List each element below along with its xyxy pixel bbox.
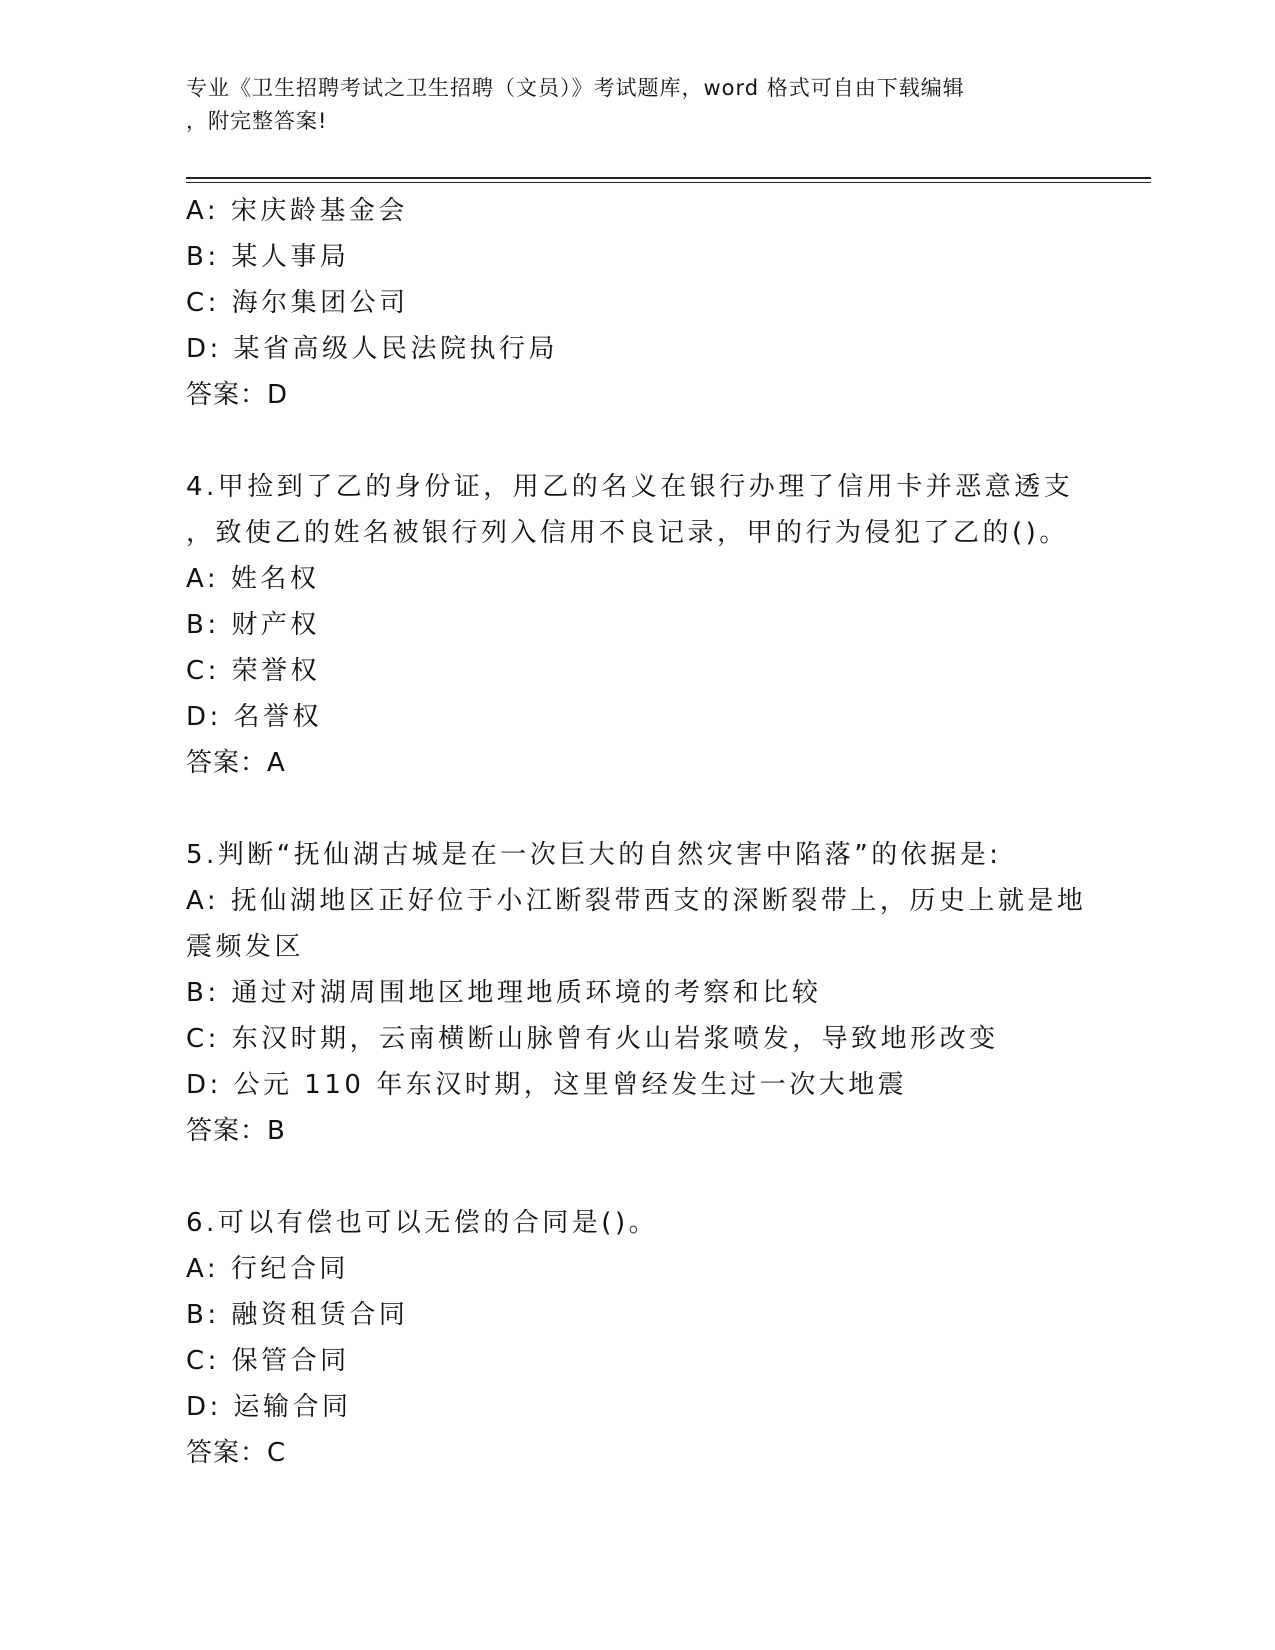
question-5-block: [186, 832, 1106, 1154]
option-c: C: 荣誉权: [186, 656, 321, 686]
option-a: A: 姓名权: [186, 564, 320, 594]
document-header: [186, 72, 1066, 138]
option-d: D: 某省高级人民法院执行局: [186, 334, 559, 364]
header-divider: [186, 177, 1151, 183]
question-list: [186, 188, 1106, 1522]
question-text-line-2: ，致使乙的姓名被银行列入信用不良记录，甲的行为侵犯了乙的()。: [186, 518, 1069, 548]
option-b: B: 财产权: [186, 610, 320, 640]
header-intro-line-2: ，附完整答案!: [186, 109, 328, 133]
question-6-block: [186, 1200, 1106, 1476]
option-d: D: 名誉权: [186, 702, 323, 732]
question-text-line-1: 4.甲捡到了乙的身份证，用乙的名义在银行办理了信用卡并恶意透支: [186, 472, 1074, 502]
answer-label: 答案：C: [186, 1438, 287, 1468]
question-text: 6.可以有偿也可以无偿的合同是()。: [186, 1208, 659, 1238]
option-a: A: 宋庆龄基金会: [186, 196, 408, 226]
option-a: A: 行纪合同: [186, 1254, 349, 1284]
option-a-line-1: A: 抚仙湖地区正好位于小江断裂带西支的深断裂带上，历史上就是地: [186, 886, 1087, 916]
question-3-block: [186, 188, 1106, 418]
question-4-block: [186, 464, 1106, 786]
option-c: C: 海尔集团公司: [186, 288, 409, 318]
question-text: 5.判断“抚仙湖古城是在一次巨大的自然灾害中陷落”的依据是:: [186, 840, 1002, 870]
option-d: D: 运输合同: [186, 1392, 352, 1422]
option-d: D: 公元 110 年东汉时期，这里曾经发生过一次大地震: [186, 1070, 908, 1100]
answer-label: 答案：A: [186, 748, 286, 778]
option-a-line-2: 震频发区: [186, 932, 305, 962]
option-b: B: 通过对湖周围地区地理地质环境的考察和比较: [186, 978, 822, 1008]
option-c: C: 东汉时期，云南横断山脉曾有火山岩浆喷发，导致地形改变: [186, 1024, 999, 1054]
option-b: B: 融资租赁合同: [186, 1300, 409, 1330]
header-intro-line-1: 专业《卫生招聘考试之卫生招聘（文员）》考试题库，word 格式可自由下载编辑: [186, 76, 965, 100]
answer-label: 答案：B: [186, 1116, 286, 1146]
option-c: C: 保管合同: [186, 1346, 350, 1376]
answer-label: 答案：D: [186, 380, 289, 410]
option-b: B: 某人事局: [186, 242, 350, 272]
